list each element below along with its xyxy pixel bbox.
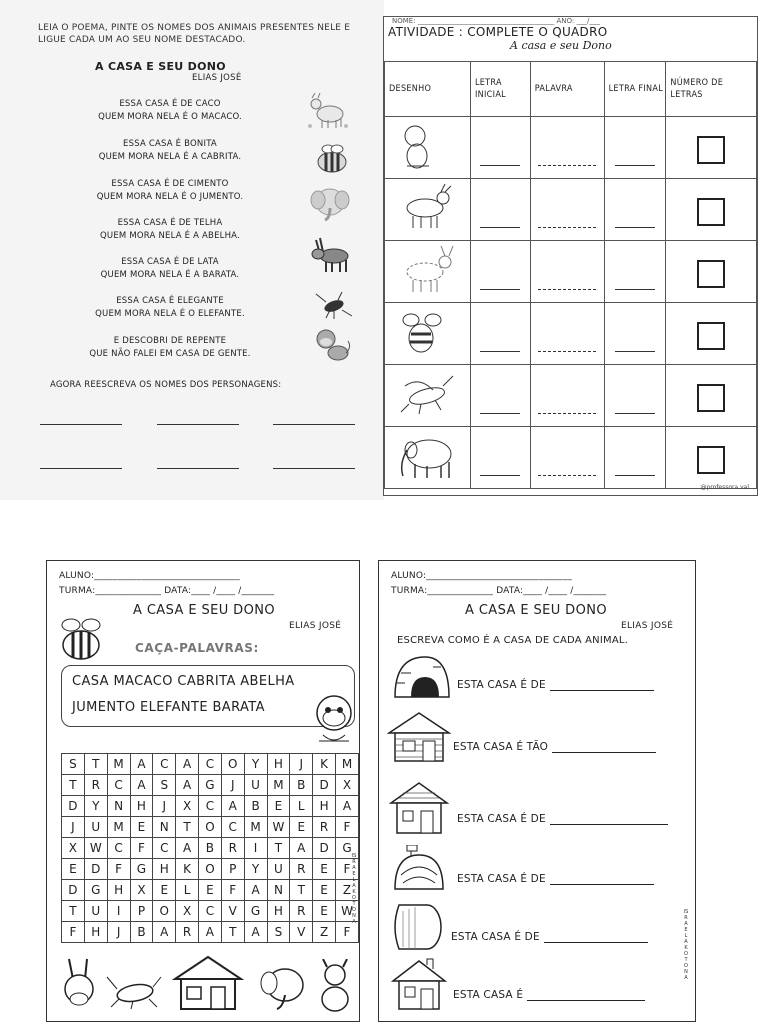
wordsearch-cell[interactable]: B [244, 796, 267, 817]
wordsearch-cell[interactable]: R [290, 901, 313, 922]
wordsearch-cell[interactable]: H [84, 922, 107, 943]
wordsearch-cell[interactable]: U [267, 859, 290, 880]
final-letter-blank[interactable] [615, 165, 655, 166]
table-row [385, 241, 757, 303]
wordsearch-cell[interactable]: A [199, 922, 222, 943]
wordsearch-cell[interactable]: E [313, 880, 336, 901]
elephant-icon [257, 961, 309, 1013]
wordsearch-cell[interactable]: P [130, 901, 153, 922]
vertical-credit: ISRAELA KOTONA [683, 909, 689, 981]
final-letter-blank[interactable] [615, 227, 655, 228]
wordsearch-cell[interactable]: X [130, 880, 153, 901]
table-row [385, 427, 757, 489]
wordsearch-cell[interactable]: Z [313, 922, 336, 943]
wordsearch-cell[interactable]: C [153, 754, 176, 775]
final-letter-blank[interactable] [615, 289, 655, 290]
wordsearch-row [62, 796, 359, 817]
wordsearch-cell[interactable]: T [221, 922, 244, 943]
header-desenho: DESENHO [385, 62, 471, 117]
wordsearch-cell[interactable]: M [107, 754, 130, 775]
answer-line[interactable] [273, 468, 355, 469]
wordsearch-cell[interactable]: B [130, 922, 153, 943]
brick-house-icon [389, 779, 449, 837]
wordsearch-cell[interactable]: E [130, 817, 153, 838]
wordsearch-cell[interactable]: F [221, 880, 244, 901]
wordsearch-cell[interactable]: T [62, 775, 85, 796]
house-row-label: ESTA CASA É DE [451, 931, 540, 943]
monkey-icon [385, 118, 465, 174]
wordsearch-cell[interactable]: E [290, 817, 313, 838]
wordsearch-row [62, 901, 359, 922]
wordsearch-cell[interactable]: S [267, 922, 290, 943]
answer-line[interactable] [40, 468, 122, 469]
letter-count-box[interactable] [697, 198, 725, 226]
wordsearch-cell[interactable]: M [336, 754, 359, 775]
wordsearch-cell[interactable]: R [176, 922, 199, 943]
house-row [457, 813, 668, 825]
header-letra-final: LETRA FINAL [604, 62, 666, 117]
word-blank[interactable] [538, 475, 596, 476]
wordsearch-cell[interactable]: G [244, 901, 267, 922]
class-date-line[interactable]: TURMA:______________ DATA:____ /____ /_______ [59, 586, 275, 596]
wordsearch-cell[interactable]: H [130, 796, 153, 817]
wordsearch-cell[interactable]: R [84, 775, 107, 796]
vertical-credit: ISRAELA KOTONA [351, 853, 357, 925]
wordsearch-cell[interactable]: R [313, 817, 336, 838]
wordsearch-cell[interactable]: F [107, 859, 130, 880]
wordsearch-cell[interactable]: D [62, 880, 85, 901]
wordsearch-cell[interactable]: H [107, 880, 130, 901]
table-row [385, 179, 757, 241]
wordsearch-cell[interactable]: U [84, 901, 107, 922]
wordsearch-row [62, 859, 359, 880]
stanza-6: ESSA CASA É ELEGANTE QUEM MORA NELA É O ELEFANTE. [95, 296, 245, 319]
initial-letter-blank[interactable] [480, 289, 520, 290]
wordsearch-cell[interactable]: A [290, 838, 313, 859]
wordsearch-cell[interactable]: J [221, 775, 244, 796]
initial-letter-blank[interactable] [480, 227, 520, 228]
wordsearch-cell[interactable]: T [290, 880, 313, 901]
wordsearch-cell[interactable]: C [199, 754, 222, 775]
wordsearch-cell[interactable]: A [221, 796, 244, 817]
house-row-label: ESTA CASA É DE [457, 813, 546, 825]
donkey-icon [385, 242, 465, 298]
cockroach-icon [385, 366, 465, 422]
wordsearch-cell[interactable]: A [130, 754, 153, 775]
wordsearch-title: A CASA E SEU DONO [133, 603, 275, 618]
letter-count-box[interactable] [697, 446, 725, 474]
cockroach-icon [105, 971, 163, 1011]
letter-count-box[interactable] [697, 322, 725, 350]
stanza-7: E DESCOBRI DE REPENTE QUE NÃO FALEI EM CASA DE GENTE. [89, 336, 251, 359]
wordsearch-cell[interactable]: O [153, 901, 176, 922]
final-letter-blank[interactable] [615, 351, 655, 352]
wordsearch-cell[interactable]: D [62, 796, 85, 817]
wordsearch-cell[interactable]: A [244, 922, 267, 943]
stanza-5: ESSA CASA É DE LATA QUEM MORA NELA É A BARATA. [100, 257, 240, 280]
wordsearch-cell[interactable]: U [244, 775, 267, 796]
header-numero-letras: NÚMERO DE LETRAS [666, 62, 757, 117]
wordsearch-cell[interactable]: E [313, 901, 336, 922]
cave-house-icon [389, 653, 455, 703]
wordsearch-cell[interactable]: H [267, 754, 290, 775]
final-letter-blank[interactable] [615, 475, 655, 476]
poem-author: ELIAS JOSÉ [192, 73, 242, 83]
table-worksheet [383, 16, 758, 496]
wordsearch-cell[interactable]: B [199, 838, 222, 859]
answer-line[interactable] [527, 1000, 645, 1001]
wordsearch-cell[interactable]: K [176, 859, 199, 880]
wordsearch-cell[interactable]: E [267, 796, 290, 817]
wordsearch-cell[interactable]: F [130, 838, 153, 859]
wordsearch-cell[interactable]: A [153, 922, 176, 943]
initial-letter-blank[interactable] [480, 413, 520, 414]
cockroach-icon [312, 286, 356, 326]
wordsearch-cell[interactable]: A [176, 754, 199, 775]
wordsearch-cell[interactable]: O [199, 859, 222, 880]
wordsearch-cell[interactable]: E [199, 880, 222, 901]
elephant-icon [385, 428, 465, 484]
wordsearch-cell[interactable]: D [313, 775, 336, 796]
wordsearch-cell[interactable]: E [313, 859, 336, 880]
wordsearch-cell[interactable]: M [244, 817, 267, 838]
table-header-row [385, 62, 757, 117]
complete-table [384, 61, 757, 489]
wooden-house-icon [387, 709, 451, 765]
student-name-line[interactable]: ALUNO:_______________________________ [59, 571, 240, 581]
house-worksheet [378, 560, 696, 1022]
house-row-label: ESTA CASA É TÃO [453, 741, 549, 753]
wordsearch-author: ELIAS JOSÉ [289, 621, 342, 631]
letter-count-box[interactable] [697, 384, 725, 412]
header-letra-inicial: LETRA INICIAL [470, 62, 530, 117]
wordsearch-cell[interactable]: C [199, 901, 222, 922]
wordsearch-cell[interactable]: S [62, 754, 85, 775]
wordsearch-cell[interactable]: F [336, 859, 359, 880]
wordsearch-cell[interactable]: H [267, 901, 290, 922]
table-row [385, 303, 757, 365]
stanza-3: ESSA CASA É DE CIMENTO QUEM MORA NELA É O JUMENTO. [96, 179, 244, 202]
header-palavra: PALAVRA [530, 62, 604, 117]
initial-letter-blank[interactable] [480, 475, 520, 476]
wordsearch-cell[interactable]: O [199, 817, 222, 838]
poem-title: A CASA E SEU DONO [95, 60, 226, 73]
answer-line[interactable] [157, 424, 239, 425]
wordsearch-cell[interactable]: N [107, 796, 130, 817]
house-row-label: ESTA CASA É DE [457, 679, 546, 691]
wordsearch-cell[interactable]: J [153, 796, 176, 817]
wordsearch-cell[interactable]: N [153, 817, 176, 838]
answer-line[interactable] [550, 824, 668, 825]
wordsearch-cell[interactable]: A [176, 775, 199, 796]
wordsearch-cell[interactable]: P [221, 859, 244, 880]
wordsearch-cell[interactable]: G [130, 859, 153, 880]
bee-icon [55, 615, 107, 667]
wordsearch-cell[interactable]: J [107, 922, 130, 943]
poem-worksheet [0, 0, 384, 500]
wordsearch-cell[interactable]: G [336, 838, 359, 859]
word-blank[interactable] [538, 289, 596, 290]
wordsearch-cell[interactable]: F [336, 817, 359, 838]
student-name-line[interactable]: ALUNO:_______________________________ [391, 571, 572, 581]
wordsearch-cell[interactable]: X [62, 838, 85, 859]
elephant-icon [308, 182, 352, 222]
wordsearch-cell[interactable]: I [107, 901, 130, 922]
word-blank[interactable] [538, 413, 596, 414]
word-blank[interactable] [538, 351, 596, 352]
wordsearch-cell[interactable]: H [313, 796, 336, 817]
goat-icon [385, 180, 465, 236]
wordsearch-cell[interactable]: C [221, 817, 244, 838]
word-blank[interactable] [538, 227, 596, 228]
wordsearch-cell[interactable]: F [336, 922, 359, 943]
table-row [385, 365, 757, 427]
can-house-icon [389, 901, 447, 955]
house-icon [171, 953, 245, 1013]
wordsearch-cell[interactable]: Y [84, 796, 107, 817]
wordsearch-cell[interactable]: W [267, 817, 290, 838]
wordsearch-cell[interactable]: X [176, 901, 199, 922]
activity-subtitle: A casa e seu Dono [510, 39, 612, 52]
wordsearch-cell[interactable]: O [221, 754, 244, 775]
final-letter-blank[interactable] [615, 413, 655, 414]
tile-house-icon [391, 845, 447, 897]
house-row [453, 989, 645, 1001]
wordsearch-cell[interactable]: U [84, 817, 107, 838]
initial-letter-blank[interactable] [480, 351, 520, 352]
wordsearch-row [62, 880, 359, 901]
wordsearch-cell[interactable]: C [199, 796, 222, 817]
donkey-icon [308, 234, 352, 274]
letter-count-box[interactable] [697, 136, 725, 164]
wordsearch-cell[interactable]: Y [244, 859, 267, 880]
activity-title: ATIVIDADE : COMPLETE O QUADRO [388, 25, 608, 39]
wordsearch-cell[interactable]: J [290, 754, 313, 775]
wordsearch-cell[interactable]: W [336, 901, 359, 922]
goat-icon [306, 90, 350, 130]
wordsearch-cell[interactable]: W [84, 838, 107, 859]
bee-icon [385, 304, 465, 360]
wordsearch-row [62, 754, 359, 775]
wordsearch-row [62, 817, 359, 838]
wordsearch-cell[interactable]: Z [336, 880, 359, 901]
answer-line[interactable] [157, 468, 239, 469]
wordsearch-cell[interactable]: M [267, 775, 290, 796]
answer-line[interactable] [550, 690, 654, 691]
wordsearch-cell[interactable]: L [290, 796, 313, 817]
name-line: NOME: _______________________________________ ANO: ___/___ [392, 17, 600, 25]
house-row-label: ESTA CASA É DE [457, 873, 546, 885]
wordsearch-cell[interactable]: A [176, 838, 199, 859]
wordsearch-cell[interactable]: T [84, 754, 107, 775]
wordsearch-cell[interactable]: X [336, 775, 359, 796]
answer-line[interactable] [544, 942, 648, 943]
wordsearch-cell[interactable]: D [313, 838, 336, 859]
wordsearch-subtitle: CAÇA-PALAVRAS: [135, 641, 259, 655]
wordsearch-cell[interactable]: M [107, 817, 130, 838]
wordsearch-cell[interactable]: T [176, 817, 199, 838]
wordsearch-cell[interactable]: V [290, 922, 313, 943]
answer-line[interactable] [40, 424, 122, 425]
credit-text: @professora.val [700, 484, 749, 491]
poem-instruction: LEIA O POEMA, PINTE OS NOMES DOS ANIMAIS PRESENTES NELE E LIGUE CADA UM AO SEU NOME DESTACADO. [38, 23, 351, 45]
house-row-label: ESTA CASA É [453, 989, 524, 1001]
wordsearch-row [62, 922, 359, 943]
wordsearch-cell[interactable]: K [313, 754, 336, 775]
wordsearch-cell[interactable]: C [107, 838, 130, 859]
house-instruction: ESCREVA COMO É A CASA DE CADA ANIMAL. [397, 635, 629, 646]
wordsearch-cell[interactable]: A [244, 880, 267, 901]
wordsearch-cell[interactable]: X [176, 796, 199, 817]
answer-line[interactable] [273, 424, 355, 425]
house-row [453, 741, 656, 753]
table-row [385, 117, 757, 179]
wordsearch-cell[interactable]: L [176, 880, 199, 901]
monkey-icon [310, 325, 354, 365]
word-blank[interactable] [538, 165, 596, 166]
wordsearch-cell[interactable]: E [62, 859, 85, 880]
stanza-4: ESSA CASA É DE TELHA QUEM MORA NELA É A ABELHA. [100, 218, 240, 241]
answer-line[interactable] [552, 752, 656, 753]
wordsearch-cell[interactable]: G [199, 775, 222, 796]
stanza-1: ESSA CASA É DE CACO QUEM MORA NELA É O MACACO. [98, 99, 242, 122]
monkey-icon [309, 691, 359, 749]
wordsearch-worksheet [46, 560, 360, 1022]
house-title: A CASA E SEU DONO [465, 603, 607, 618]
elegant-house-icon [391, 957, 447, 1013]
wordsearch-cell[interactable]: R [221, 838, 244, 859]
wordsearch-cell[interactable]: C [153, 838, 176, 859]
wordsearch-cell[interactable]: D [84, 859, 107, 880]
wordsearch-cell[interactable]: R [290, 859, 313, 880]
word-bank-line-1: CASA MACACO CABRITA ABELHA [72, 674, 295, 689]
goat-icon [315, 959, 357, 1015]
wordsearch-row [62, 838, 359, 859]
wordsearch-cell[interactable]: J [62, 817, 85, 838]
answer-line[interactable] [550, 884, 654, 885]
wordsearch-cell[interactable]: B [290, 775, 313, 796]
house-row [457, 873, 654, 885]
wordsearch-cell[interactable]: A [336, 796, 359, 817]
wordsearch-grid [61, 753, 359, 943]
stanza-2: ESSA CASA É BONITA QUEM MORA NELA É A CABRITA. [98, 139, 242, 162]
donkey-icon [57, 955, 103, 1015]
initial-letter-blank[interactable] [480, 165, 520, 166]
wordsearch-cell[interactable]: T [267, 838, 290, 859]
class-date-line[interactable]: TURMA:______________ DATA:____ /____ /_______ [391, 586, 607, 596]
rewrite-instruction: AGORA REESCREVA OS NOMES DOS PERSONAGENS: [50, 380, 282, 390]
letter-count-box[interactable] [697, 260, 725, 288]
wordsearch-cell[interactable]: T [62, 901, 85, 922]
wordsearch-cell[interactable]: Y [244, 754, 267, 775]
wordsearch-cell[interactable]: A [130, 775, 153, 796]
house-row [451, 931, 648, 943]
house-row [457, 679, 654, 691]
wordsearch-cell[interactable]: S [153, 775, 176, 796]
wordsearch-cell[interactable]: V [221, 901, 244, 922]
bee-icon [310, 140, 354, 180]
house-author: ELIAS JOSÉ [621, 621, 674, 631]
wordsearch-cell[interactable]: C [107, 775, 130, 796]
wordsearch-cell[interactable]: H [153, 859, 176, 880]
word-bank-line-2: JUMENTO ELEFANTE BARATA [72, 700, 265, 715]
wordsearch-cell[interactable]: G [84, 880, 107, 901]
wordsearch-row [62, 775, 359, 796]
wordsearch-cell[interactable]: E [153, 880, 176, 901]
wordsearch-cell[interactable]: I [244, 838, 267, 859]
wordsearch-cell[interactable]: F [62, 922, 85, 943]
wordsearch-cell[interactable]: N [267, 880, 290, 901]
